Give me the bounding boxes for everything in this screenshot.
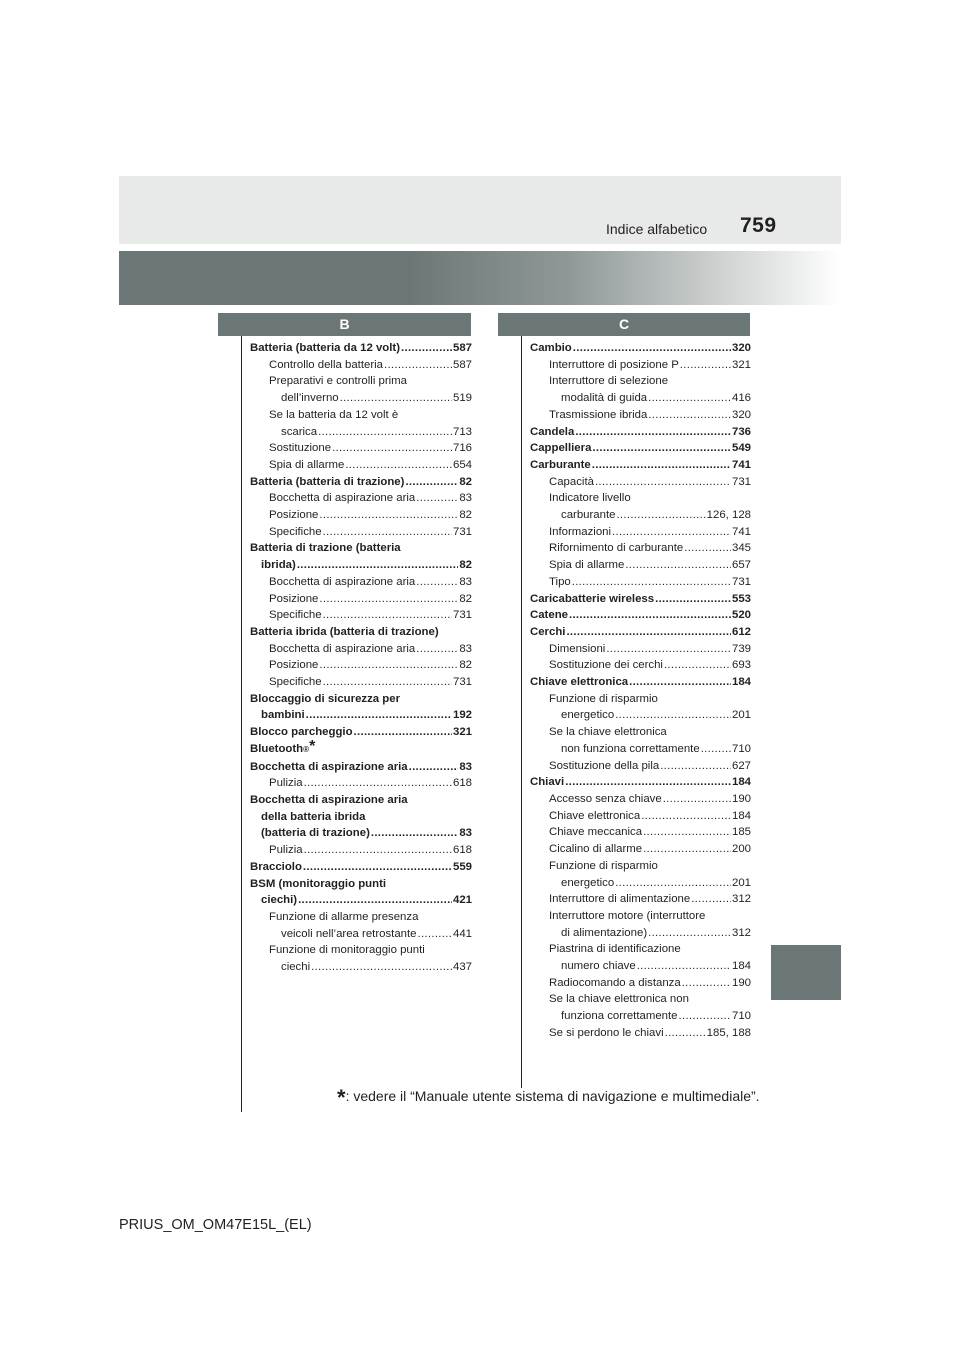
index-entry-page: 731 [452, 525, 472, 538]
dot-leader [323, 607, 452, 624]
index-entry-page: 654 [452, 458, 472, 471]
index-entry [250, 457, 472, 474]
index-entry-text: non funziona correttamente [561, 742, 700, 755]
index-entry-page: 741 [731, 458, 751, 471]
index-entry [250, 440, 472, 457]
index-entry-text: Funzione di risparmio [549, 859, 658, 872]
index-entry-text: modalità di guida [561, 392, 648, 405]
index-entry [530, 424, 751, 441]
index-entry-text: Cicalino di allarme [549, 843, 643, 856]
index-entry-text: Cerchi [530, 625, 566, 638]
index-entry [530, 791, 751, 808]
index-entry [250, 737, 472, 759]
index-entry-page: 83 [459, 492, 472, 505]
index-entry-text: Funzione di allarme presenza [269, 910, 419, 923]
dot-leader [612, 524, 731, 541]
dot-leader [606, 641, 731, 658]
index-entry [250, 691, 472, 708]
index-entry-page: 587 [452, 342, 472, 354]
index-entry [250, 390, 472, 407]
dot-leader [416, 490, 458, 507]
index-entry-page: 83 [459, 642, 472, 655]
index-entry-text: Tipo [549, 575, 571, 588]
index-entry [530, 875, 751, 892]
dot-leader [691, 891, 731, 908]
index-entry-page: 320 [731, 342, 751, 354]
dot-leader [409, 759, 459, 776]
index-entry-text: Batteria ibrida (batteria di trazione) [250, 625, 439, 638]
column-rule-left [241, 336, 242, 1112]
index-entry-text: Dimensioni [549, 642, 606, 655]
dot-leader [569, 607, 731, 624]
footnote-marker: * [337, 1085, 346, 1110]
index-entry-page: 320 [731, 408, 751, 421]
index-entry [250, 557, 472, 574]
index-entry-text: numero chiave [561, 960, 636, 973]
index-entry-page: 612 [731, 625, 751, 638]
index-entry-page: 731 [452, 676, 472, 689]
index-entry-page: 657 [731, 559, 751, 572]
index-entry [530, 641, 751, 658]
index-entry [530, 407, 751, 424]
index-entry-page: 312 [731, 926, 751, 939]
index-entry [250, 859, 472, 876]
index-entry-text: Bocchetta di aspirazione aria [250, 760, 408, 773]
footnote [337, 1085, 760, 1111]
index-entry-page: 185 [731, 826, 751, 839]
index-entry-text: ciechi) [261, 894, 298, 907]
index-entry [250, 842, 472, 859]
index-entry [250, 373, 472, 390]
index-entry-text: Specifiche [269, 609, 322, 622]
index-entry-page: 519 [452, 392, 472, 405]
index-entry-text: Specifiche [269, 525, 322, 538]
section-thumb-tab [771, 945, 841, 1000]
index-entry [250, 340, 472, 357]
index-entry [250, 775, 472, 792]
index-entry-text: Se si perdono le chiavi [549, 1026, 664, 1039]
document-code: PRIUS_OM_OM47E15L_(EL) [119, 1217, 312, 1233]
index-entry [530, 758, 751, 775]
dot-leader [323, 524, 452, 541]
index-entry [530, 524, 751, 541]
index-entry-page: 710 [731, 1010, 751, 1023]
index-entry-page: 201 [731, 876, 751, 889]
dot-leader [384, 357, 452, 374]
index-entry [250, 942, 472, 959]
index-entry [530, 858, 751, 875]
index-entry [530, 891, 751, 908]
index-entry [530, 908, 751, 925]
index-entry-page: 736 [731, 425, 751, 438]
index-entry-text: Batteria (batteria da 12 volt) [250, 342, 401, 354]
index-entry [530, 991, 751, 1008]
index-entry-text: Bracciolo [250, 860, 302, 873]
index-entry [530, 357, 751, 374]
index-entry [250, 657, 472, 674]
index-entry [530, 457, 751, 474]
index-entry [530, 975, 751, 992]
index-entry-text: Sostituzione dei cerchi [549, 659, 663, 672]
index-entry-page: 421 [452, 894, 472, 907]
dot-leader [595, 474, 731, 491]
index-entry [250, 524, 472, 541]
dot-leader [665, 1025, 706, 1042]
index-entry-page: 693 [731, 659, 751, 672]
index-entry [530, 774, 751, 791]
dot-leader [319, 591, 458, 608]
index-entry-page: 83 [459, 827, 472, 840]
index-entry-text: ciechi [281, 961, 311, 974]
footnote-text: : vedere il “Manuale utente sistema di navigazione e multimediale”. [345, 1088, 760, 1104]
index-entry [530, 474, 751, 491]
index-entry [250, 809, 472, 826]
dot-leader [416, 641, 458, 658]
index-entry [250, 892, 472, 909]
index-entry [250, 825, 472, 842]
dot-leader [682, 975, 731, 992]
index-entry-text: Indicatore livello [549, 492, 631, 505]
index-entry-page: 184 [731, 809, 751, 822]
index-entry-text: carburante [561, 509, 616, 522]
index-entry-page: 618 [452, 777, 472, 790]
index-entry [250, 959, 472, 976]
dot-leader [319, 657, 458, 674]
index-entry [530, 841, 751, 858]
index-entry [530, 490, 751, 507]
index-entry-text: Pulizia [269, 844, 303, 857]
index-entry-page: 321 [731, 358, 751, 371]
index-entry [530, 340, 751, 357]
index-entry-text: della batteria ibrida [261, 810, 366, 823]
index-entry-text: Interruttore di alimentazione [549, 893, 691, 906]
index-entry-text: Preparativi e controlli prima [269, 375, 408, 388]
index-entry-text: bambini [261, 709, 305, 722]
index-entry [530, 557, 751, 574]
index-entry-text: scarica [281, 425, 318, 438]
index-entry [250, 407, 472, 424]
column-heading-c: C [498, 313, 750, 336]
dot-leader [615, 875, 731, 892]
dot-leader [303, 859, 452, 876]
index-entry-page: 83 [459, 760, 472, 773]
index-entry-text: Bluetooth [250, 742, 304, 755]
index-entry [530, 808, 751, 825]
index-entry-text: (batteria di trazione) [261, 827, 370, 840]
index-entry-page: 184 [731, 676, 751, 689]
index-entry-text: Bocchetta di aspirazione aria [269, 642, 416, 655]
index-entry-text: energetico [561, 876, 615, 889]
dot-leader [592, 440, 731, 457]
index-entry-text: Caricabatterie wireless [530, 592, 655, 605]
index-entry-page: 185, 188 [706, 1026, 751, 1039]
dot-leader [304, 842, 452, 859]
dot-leader [641, 808, 731, 825]
index-entry [530, 574, 751, 591]
index-entry [530, 657, 751, 674]
index-entry [250, 926, 472, 943]
index-entry [530, 824, 751, 841]
index-entry [250, 641, 472, 658]
dot-leader [323, 674, 452, 691]
index-entry-page: 201 [731, 709, 751, 722]
registered-mark: ®* [303, 737, 316, 755]
index-entry [250, 909, 472, 926]
index-entry [250, 724, 472, 741]
index-column-c [530, 340, 751, 1042]
index-entry-text: funziona correttamente [561, 1010, 678, 1023]
index-entry [530, 691, 751, 708]
dot-leader [354, 724, 452, 741]
dot-leader [679, 1008, 731, 1025]
index-entry [250, 624, 472, 641]
dot-leader [572, 574, 731, 591]
index-entry-text: Chiave meccanica [549, 826, 643, 839]
index-entry-text: veicoli nell’area retrostante [281, 927, 417, 940]
index-entry-page: 716 [452, 442, 472, 455]
dot-leader [297, 557, 459, 574]
index-entry [250, 707, 472, 724]
index-entry-page: 618 [452, 844, 472, 857]
index-entry-page: 345 [731, 542, 751, 555]
index-entry-text: Bocchetta di aspirazione aria [269, 492, 416, 505]
index-entry-text: Accesso senza chiave [549, 792, 662, 805]
index-entry-text: Specifiche [269, 676, 322, 689]
dot-leader [311, 959, 452, 976]
index-entry [250, 674, 472, 691]
index-entry-page: 731 [452, 609, 472, 622]
index-entry-text: Pulizia [269, 777, 303, 790]
dot-leader [664, 657, 731, 674]
index-entry-text: Posizione [269, 659, 319, 672]
index-entry-page: 126, 128 [706, 509, 751, 522]
index-entry-text: Capacità [549, 475, 594, 488]
index-entry [250, 540, 472, 557]
index-entry-text: Cappelliera [530, 442, 592, 455]
index-entry-text: energetico [561, 709, 615, 722]
dot-leader [304, 775, 452, 792]
index-entry-page: 200 [731, 843, 751, 856]
index-entry-text: Cambio [530, 342, 572, 354]
index-entry-text: Interruttore di selezione [549, 375, 669, 388]
index-entry-page: 731 [731, 475, 751, 488]
index-entry-text: ibrida) [261, 559, 296, 572]
index-entry-text: Interruttore motore (interruttore [549, 909, 706, 922]
column-heading-b: B [218, 313, 471, 336]
index-entry-page: 82 [459, 559, 472, 572]
index-entry-text: Posizione [269, 509, 319, 522]
dot-leader [625, 557, 731, 574]
index-entry-page: 184 [731, 776, 751, 789]
dot-leader [643, 841, 731, 858]
dot-leader [643, 824, 731, 841]
index-entry-page: 549 [731, 442, 751, 455]
index-entry-page: 312 [731, 893, 751, 906]
index-entry-text: Spia di allarme [269, 458, 345, 471]
index-entry-text: BSM (monitoraggio punti [250, 877, 387, 890]
index-entry-page: 627 [731, 759, 751, 772]
index-entry-page: 559 [452, 860, 472, 873]
index-entry [530, 607, 751, 624]
index-entry [530, 941, 751, 958]
index-entry-page: 82 [459, 475, 472, 488]
index-entry-text: Chiave elettronica [549, 809, 641, 822]
index-entry-page: 82 [459, 659, 472, 672]
index-entry [530, 925, 751, 942]
index-entry-text: Blocco parcheggio [250, 726, 353, 739]
dot-leader [701, 741, 731, 758]
dot-leader [340, 390, 452, 407]
dot-leader [416, 574, 458, 591]
dot-leader [615, 707, 731, 724]
index-entry [250, 424, 472, 441]
dot-leader [648, 925, 731, 942]
index-entry [250, 357, 472, 374]
dot-leader [629, 674, 731, 691]
index-entry-text: Bocchetta di aspirazione aria [269, 575, 416, 588]
index-entry-page: 190 [731, 976, 751, 989]
index-entry [530, 1008, 751, 1025]
dot-leader [418, 926, 452, 943]
index-entry-text: Se la chiave elettronica non [549, 993, 689, 1006]
index-entry-page: 82 [459, 509, 472, 522]
index-entry [530, 741, 751, 758]
index-entry-page: 741 [731, 525, 751, 538]
index-entry-text: Radiocomando a distanza [549, 976, 681, 989]
index-entry-text: Sostituzione della pila [549, 759, 660, 772]
index-entry [530, 707, 751, 724]
index-entry-text: Piastrina di identificazione [549, 943, 681, 956]
index-entry [250, 876, 472, 893]
dot-leader [319, 507, 458, 524]
index-column-b [250, 340, 472, 976]
index-entry-text: Se la batteria da 12 volt è [269, 408, 399, 421]
index-entry [250, 792, 472, 809]
page-number: 759 [740, 214, 777, 237]
dot-leader [318, 424, 452, 441]
dot-leader [306, 707, 452, 724]
index-entry-text: di alimentazione) [561, 926, 648, 939]
index-entry-page: 710 [731, 742, 751, 755]
index-entry [250, 607, 472, 624]
index-entry [530, 724, 751, 741]
dot-leader [401, 340, 452, 357]
dot-leader [405, 474, 458, 491]
dot-leader [566, 624, 731, 641]
index-entry-text: Chiavi [530, 776, 565, 789]
index-entry-page: 713 [452, 425, 472, 438]
index-entry [530, 373, 751, 390]
dot-leader [660, 758, 731, 775]
index-entry-page: 83 [459, 575, 472, 588]
index-entry-text: Rifornimento di carburante [549, 542, 684, 555]
index-entry-page: 441 [452, 927, 472, 940]
dot-leader [332, 440, 452, 457]
index-entry-page: 553 [731, 592, 751, 605]
index-entry-text: dell’inverno [281, 392, 339, 405]
index-entry-text: Bocchetta di aspirazione aria [250, 793, 408, 806]
index-entry-text: Batteria di trazione (batteria [250, 542, 401, 555]
index-entry-page: 731 [731, 575, 751, 588]
index-entry [530, 1025, 751, 1042]
dot-leader [298, 892, 452, 909]
index-entry-text: Catene [530, 609, 568, 622]
index-entry [530, 390, 751, 407]
index-entry-page: 184 [731, 960, 751, 973]
index-entry-page: 192 [452, 709, 472, 722]
dot-leader [684, 540, 731, 557]
index-entry [250, 474, 472, 491]
dot-leader [663, 791, 731, 808]
index-entry [530, 540, 751, 557]
index-entry-page: 190 [731, 792, 751, 805]
dot-leader [573, 340, 731, 357]
dot-leader [575, 424, 731, 441]
dot-leader [592, 457, 731, 474]
index-entry-text: Candela [530, 425, 575, 438]
index-entry-text: Informazioni [549, 525, 612, 538]
index-entry-page: 416 [731, 392, 751, 405]
index-entry-text: Trasmissione ibrida [549, 408, 648, 421]
header-bar [119, 176, 841, 244]
index-entry-text: Controllo della batteria [269, 358, 383, 371]
index-entry-page: 587 [452, 358, 472, 371]
index-entry-text: Carburante [530, 458, 591, 471]
index-entry-text: Posizione [269, 592, 319, 605]
index-entry-page: 520 [731, 609, 751, 622]
index-entry-text: Spia di allarme [549, 559, 625, 572]
index-entry-text: Funzione di monitoraggio punti [269, 944, 425, 957]
dot-leader [637, 958, 731, 975]
dot-leader [648, 407, 731, 424]
dot-leader [680, 357, 731, 374]
index-entry [530, 958, 751, 975]
section-title: Indice alfabetico [606, 221, 708, 237]
gradient-band [119, 251, 841, 305]
index-entry [530, 507, 751, 524]
index-entry-text: Bloccaggio di sicurezza per [250, 692, 401, 705]
index-entry-text: Batteria (batteria di trazione) [250, 475, 405, 488]
index-entry-text: Se la chiave elettronica [549, 726, 667, 739]
index-entry-page: 437 [452, 961, 472, 974]
column-rule-middle [521, 336, 522, 1088]
dot-leader [648, 390, 731, 407]
dot-leader [565, 774, 731, 791]
index-entry [530, 674, 751, 691]
dot-leader [655, 591, 731, 608]
index-entry-text: Sostituzione [269, 442, 332, 455]
index-entry-page: 739 [731, 642, 751, 655]
index-entry [250, 759, 472, 776]
index-entry [530, 591, 751, 608]
index-entry-page: 82 [459, 592, 472, 605]
index-entry [530, 440, 751, 457]
index-entry [250, 591, 472, 608]
index-entry [250, 507, 472, 524]
index-entry-text: Interruttore di posizione P [549, 358, 679, 371]
dot-leader [616, 507, 705, 524]
index-entry [530, 624, 751, 641]
index-entry [250, 490, 472, 507]
index-entry-page: 321 [452, 726, 472, 739]
dot-leader [345, 457, 452, 474]
index-entry [250, 574, 472, 591]
index-entry-text: Funzione di risparmio [549, 692, 658, 705]
index-entry-text: Chiave elettronica [530, 676, 629, 689]
dot-leader [371, 825, 458, 842]
